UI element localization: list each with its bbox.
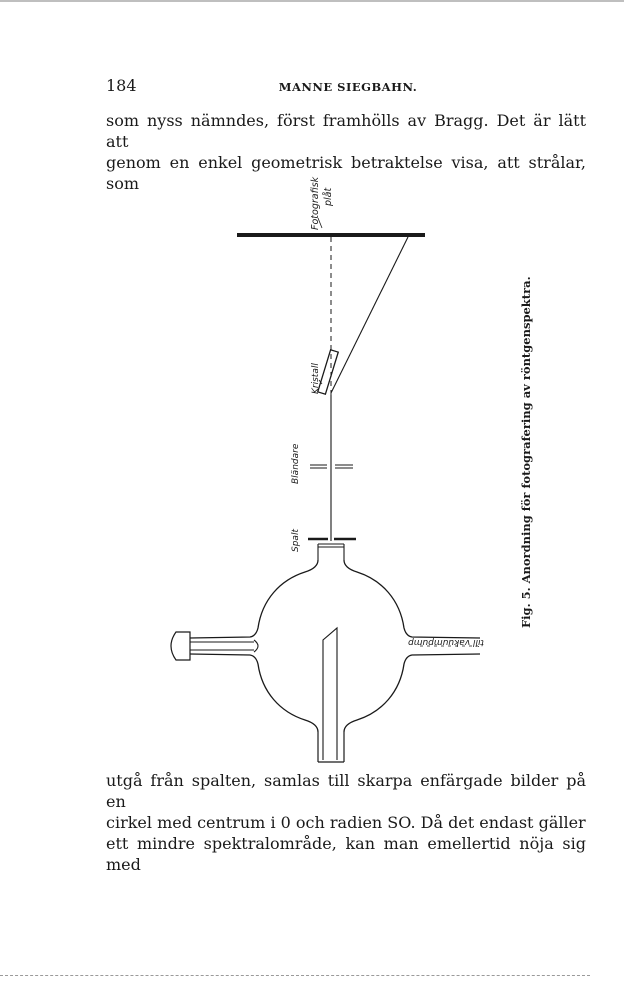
paragraph-bottom — [106, 770, 586, 875]
page-number: 184 — [106, 76, 137, 95]
text-line: utgå från spalten, samlas till skarpa enfärgade bilder på en — [106, 771, 586, 811]
cathode-cup — [254, 640, 258, 652]
cathode-cap — [171, 632, 190, 660]
anticathode-inner — [323, 628, 337, 760]
photographic-plate — [237, 233, 425, 237]
label-plate-line2: plåt — [323, 187, 334, 206]
text-line: ett mindre spektralområde, kan man emellertid nöja sig med — [106, 834, 586, 874]
label-slit: Spalt — [291, 529, 301, 552]
text-line: som nyss nämndes, först framhölls av Bragg. Det är lätt att — [106, 111, 586, 151]
label-vacuum-pump: till vakuumpump — [407, 637, 484, 647]
text-line: genom en enkel geometrisk betraktelse visa, att strålar, som — [106, 153, 586, 193]
figure-caption: Fig. 5. Anordning för fotografering av röntgenspektra. — [519, 276, 533, 628]
bottom-edge-rule — [0, 975, 590, 977]
label-plate-line1: Fotografisk — [310, 176, 321, 230]
text-line: cirkel med centrum i 0 och radien SO. Då det endast gäller — [106, 813, 586, 832]
running-title: MANNE SIEGBAHN. — [278, 80, 418, 94]
reflected-beam — [331, 237, 408, 393]
label-diaphragm: Bländare — [291, 443, 301, 484]
label-crystal: Kristall — [311, 363, 321, 394]
